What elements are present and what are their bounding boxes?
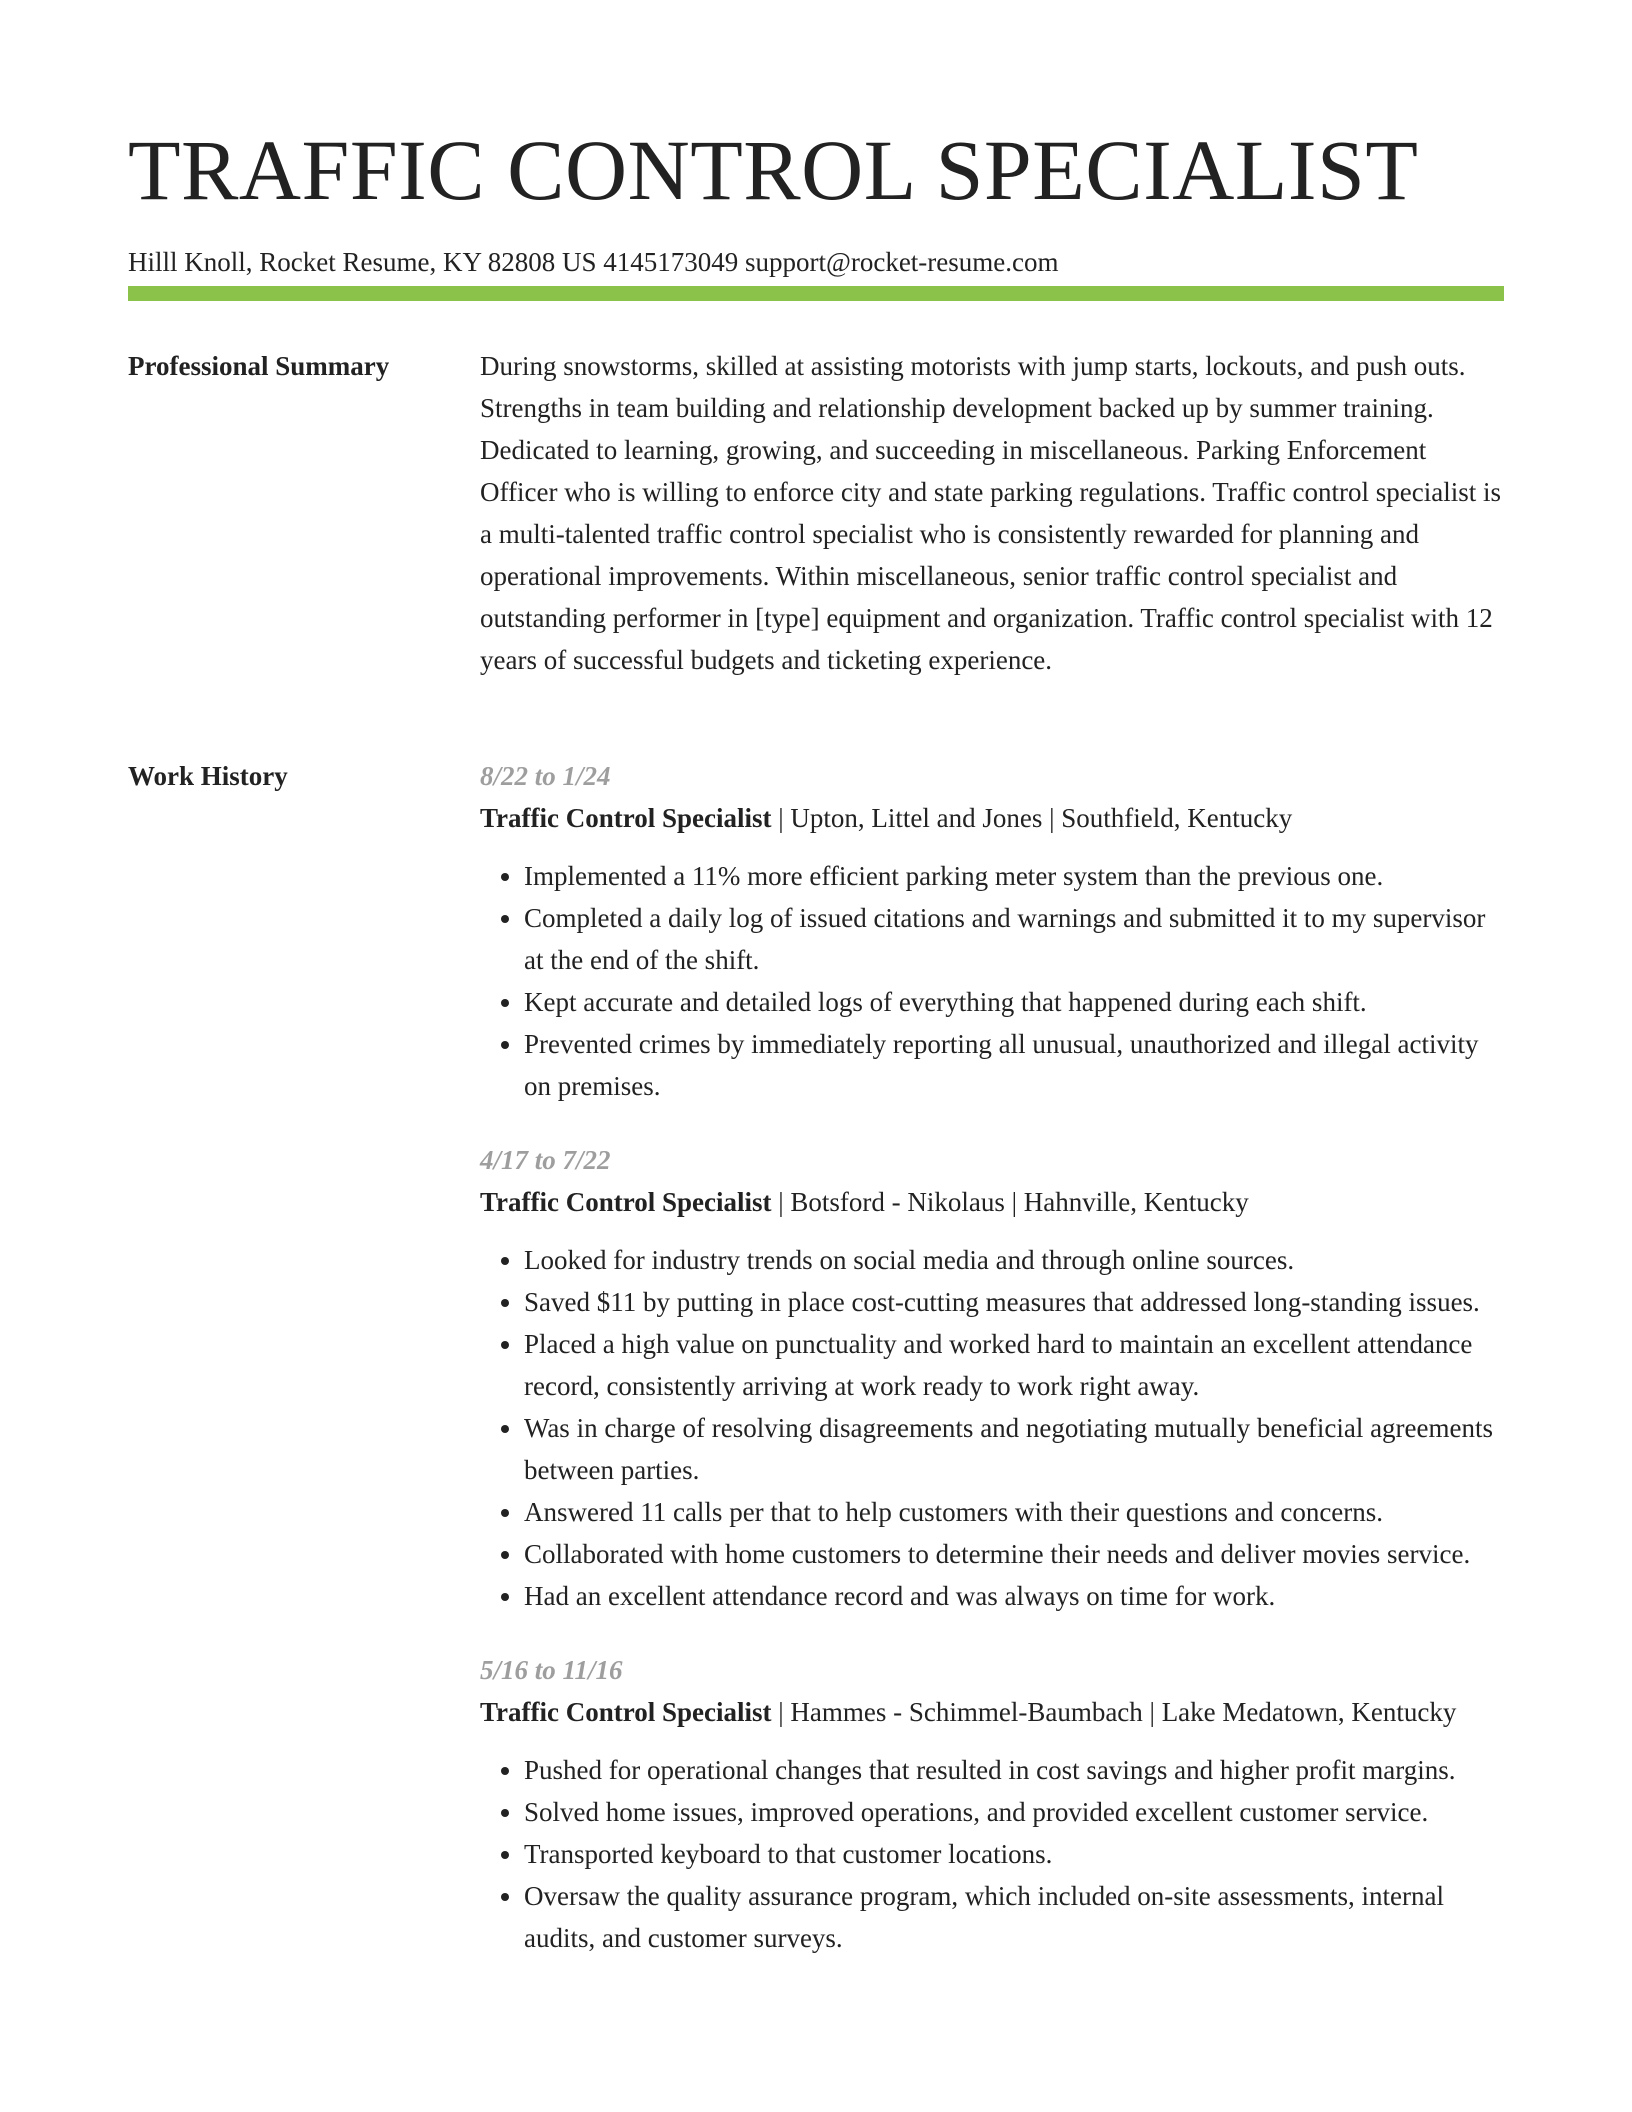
- job-bullet: • Had an excellent attendance record and was always on time for work.: [524, 1575, 1504, 1617]
- section-label-work-history: Work History: [128, 761, 288, 791]
- job-bullet: • Prevented crimes by immediately reporting all unusual, unauthorized and illegal activity on premises.: [524, 1023, 1504, 1107]
- work-history-body: [480, 755, 1504, 1991]
- job-title: Traffic Control Specialist: [480, 803, 772, 833]
- section-label-summary: Professional Summary: [128, 351, 390, 381]
- job-bullet: • Looked for industry trends on social media and through online sources.: [524, 1239, 1504, 1281]
- job-entry: [480, 755, 1504, 1107]
- job-bullet: • Was in charge of resolving disagreements and negotiating mutually beneficial agreements between parties.: [524, 1407, 1504, 1491]
- job-bullet: • Implemented a 11% more efficient parking meter system than the previous one.: [524, 855, 1504, 897]
- job-date: 5/16 to 11/16: [480, 1655, 623, 1685]
- resume-header: [128, 118, 1504, 280]
- job-bullet: • Solved home issues, improved operations, and provided excellent customer service.: [524, 1791, 1504, 1833]
- job-details: | Upton, Littel and Jones | Southfield, Kentucky: [771, 803, 1293, 833]
- job-entry: [480, 1649, 1504, 1959]
- job-bullet: • Oversaw the quality assurance program, which included on-site assessments, internal audits, and customer surveys.: [524, 1875, 1504, 1959]
- job-bullet: • Kept accurate and detailed logs of everything that happened during each shift.: [524, 981, 1504, 1023]
- job-details: | Hammes - Schimmel-Baumbach | Lake Medatown, Kentucky: [771, 1697, 1457, 1727]
- job-bullets: [480, 1239, 1504, 1617]
- summary-text: During snowstorms, skilled at assisting motorists with jump starts, lockouts, and push outs. Strengths in team building and relationship development backed up by summer training. Dedicated to learning, growing, and succeeding in miscellaneous. Parking Enforcement Officer who is willing to enforce city and state parking regulations. Traffic control specialist is a multi-talented traffic control specialist who is consistently rewarded for planning and operational improvements. Within miscellaneous, senior traffic control specialist and outstanding performer in [type] equipment and organization. Traffic control specialist with 12 years of successful budgets and ticketing experience.: [480, 351, 1502, 675]
- job-bullet: • Collaborated with home customers to determine their needs and deliver movies service.: [524, 1533, 1504, 1575]
- job-heading: [480, 1691, 1504, 1733]
- job-bullets: [480, 1749, 1504, 1959]
- job-heading: [480, 1181, 1504, 1223]
- job-date: 8/22 to 1/24: [480, 761, 611, 791]
- job-entry: [480, 1139, 1504, 1617]
- candidate-name: TRAFFIC CONTROL SPECIALIST: [128, 122, 1419, 218]
- summary-body: [480, 345, 1504, 681]
- job-bullet: • Completed a daily log of issued citations and warnings and submitted it to my supervisor at the end of the shift.: [524, 897, 1504, 981]
- job-bullet: • Answered 11 calls per that to help customers with their questions and concerns.: [524, 1491, 1504, 1533]
- job-bullet: • Saved $11 by putting in place cost-cutting measures that addressed long-standing issues.: [524, 1281, 1504, 1323]
- header-divider: [128, 286, 1504, 301]
- job-bullet: • Transported keyboard to that customer locations.: [524, 1833, 1504, 1875]
- job-heading: [480, 797, 1504, 839]
- contact-info: Hilll Knoll, Rocket Resume, KY 82808 US 4145173049 support@rocket-resume.com: [128, 247, 1059, 277]
- job-title: Traffic Control Specialist: [480, 1187, 772, 1217]
- job-title: Traffic Control Specialist: [480, 1697, 772, 1727]
- job-date: 4/17 to 7/22: [480, 1145, 611, 1175]
- job-bullet: • Pushed for operational changes that resulted in cost savings and higher profit margins.: [524, 1749, 1504, 1791]
- job-details: | Botsford - Nikolaus | Hahnville, Kentucky: [771, 1187, 1249, 1217]
- job-bullet: • Placed a high value on punctuality and worked hard to maintain an excellent attendance record, consistently arriving at work ready to work right away.: [524, 1323, 1504, 1407]
- job-bullets: [480, 855, 1504, 1107]
